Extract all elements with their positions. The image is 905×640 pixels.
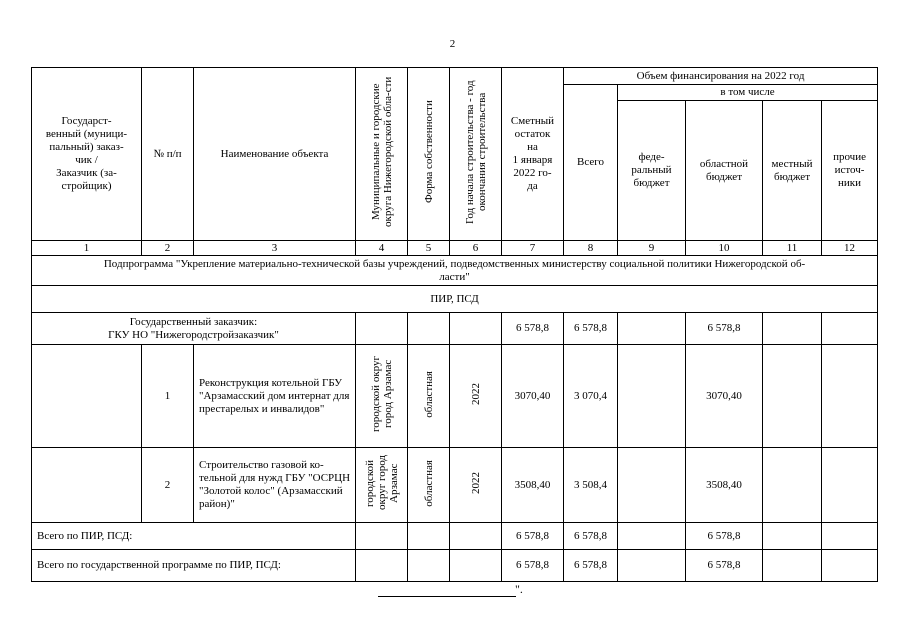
col-number: 1 bbox=[32, 241, 142, 256]
row-object-name: Строительство газовой ко-тельной для нужд ГБУ "ОСРЦН "Золотой колос" (Арзамасский район)" bbox=[194, 448, 356, 523]
row-estimate: 3070,40 bbox=[502, 345, 564, 448]
cell-empty bbox=[356, 313, 408, 345]
header-total: Всего bbox=[564, 85, 618, 241]
row-total: 3 070,4 bbox=[564, 345, 618, 448]
header-municipality: Муниципальные и городские округа Нижегородской обла-сти bbox=[369, 76, 394, 228]
section-title: ПИР, ПСД bbox=[32, 286, 878, 313]
cell-empty bbox=[822, 550, 878, 582]
row-municipality: городской округ город Арзамас bbox=[369, 355, 394, 433]
total-regional: 6 578,8 bbox=[686, 550, 763, 582]
cell-empty bbox=[450, 313, 502, 345]
header-estimate: Сметный остаток на 1 января 2022 го- да bbox=[502, 68, 564, 241]
total-estimate: 6 578,8 bbox=[502, 550, 564, 582]
col-number: 6 bbox=[450, 241, 502, 256]
cell-empty bbox=[450, 523, 502, 550]
row-other bbox=[822, 448, 878, 523]
cell-empty bbox=[618, 523, 686, 550]
total-label: Всего по ПИР, ПСД: bbox=[32, 523, 356, 550]
row-regional: 3070,40 bbox=[686, 345, 763, 448]
row-ownership: областная bbox=[422, 459, 435, 507]
row-local bbox=[763, 448, 822, 523]
row-municipality-cell bbox=[356, 345, 408, 448]
header-including: в том числе bbox=[618, 85, 878, 101]
col-number: 12 bbox=[822, 241, 878, 256]
customer-row bbox=[32, 313, 878, 345]
cell-empty bbox=[618, 550, 686, 582]
customer-label: Государственный заказчик: ГКУ НО "Нижегородстройзаказчик" bbox=[32, 313, 356, 345]
total-total: 6 578,8 bbox=[564, 550, 618, 582]
row-regional: 3508,40 bbox=[686, 448, 763, 523]
cell-empty bbox=[408, 550, 450, 582]
header-customer: Государст- венный (муници- пальный) заказ- чик / Заказчик (за- стройщик) bbox=[32, 68, 142, 241]
header-years: Год начала строительства - год окончания строительства bbox=[463, 80, 488, 224]
col-number: 9 bbox=[618, 241, 686, 256]
row-year: 2022 bbox=[469, 383, 482, 405]
header-regional: областной бюджет bbox=[686, 101, 763, 241]
row-num: 2 bbox=[142, 448, 194, 523]
closing-quote: ". bbox=[515, 582, 523, 596]
customer-total: 6 578,8 bbox=[564, 313, 618, 345]
row-total: 3 508,4 bbox=[564, 448, 618, 523]
cell-empty bbox=[408, 523, 450, 550]
total-label: Всего по государственной программе по ПИР, ПСД: bbox=[32, 550, 356, 582]
header-funding-group: Объем финансирования на 2022 год bbox=[564, 68, 878, 85]
customer-estimate: 6 578,8 bbox=[502, 313, 564, 345]
col-number: 8 bbox=[564, 241, 618, 256]
cell-empty bbox=[763, 313, 822, 345]
total-estimate: 6 578,8 bbox=[502, 523, 564, 550]
header-ownership-cell bbox=[408, 68, 450, 241]
col-number: 11 bbox=[763, 241, 822, 256]
total-row bbox=[32, 523, 878, 550]
header-ownership: Форма собственности bbox=[422, 100, 435, 204]
header-local: местный бюджет bbox=[763, 101, 822, 241]
row-estimate: 3508,40 bbox=[502, 448, 564, 523]
row-other bbox=[822, 345, 878, 448]
cell-empty bbox=[32, 448, 142, 523]
col-number: 2 bbox=[142, 241, 194, 256]
header-num: № п/п bbox=[142, 68, 194, 241]
cell-empty bbox=[763, 523, 822, 550]
table-row bbox=[32, 448, 878, 523]
signature-line bbox=[378, 596, 516, 597]
row-num: 1 bbox=[142, 345, 194, 448]
cell-empty bbox=[822, 523, 878, 550]
page-number: 2 bbox=[449, 38, 456, 50]
cell-empty bbox=[450, 550, 502, 582]
row-municipality: городской округ город Арзамас bbox=[363, 455, 400, 511]
cell-empty bbox=[356, 550, 408, 582]
customer-regional: 6 578,8 bbox=[686, 313, 763, 345]
header-years-cell bbox=[450, 68, 502, 241]
col-number: 3 bbox=[194, 241, 356, 256]
cell-empty bbox=[408, 313, 450, 345]
row-ownership-cell bbox=[408, 448, 450, 523]
row-federal bbox=[618, 448, 686, 523]
col-number: 5 bbox=[408, 241, 450, 256]
row-object-name: Реконструкция котельной ГБУ "Арзамасский дом интернат для престарелых и инвалидов" bbox=[194, 345, 356, 448]
col-number: 10 bbox=[686, 241, 763, 256]
cell-empty bbox=[356, 523, 408, 550]
total-regional: 6 578,8 bbox=[686, 523, 763, 550]
header-object-name: Наименование объекта bbox=[194, 68, 356, 241]
total-row bbox=[32, 550, 878, 582]
cell-empty bbox=[822, 313, 878, 345]
section-row bbox=[32, 286, 878, 313]
cell-empty bbox=[763, 550, 822, 582]
cell-empty bbox=[618, 313, 686, 345]
row-year-cell bbox=[450, 345, 502, 448]
table-row bbox=[32, 345, 878, 448]
cell-empty bbox=[32, 345, 142, 448]
row-federal bbox=[618, 345, 686, 448]
row-local bbox=[763, 345, 822, 448]
row-year: 2022 bbox=[469, 472, 482, 494]
header-federal: феде- ральный бюджет bbox=[618, 101, 686, 241]
header-other: прочие источ- ники bbox=[822, 101, 878, 241]
col-number: 7 bbox=[502, 241, 564, 256]
header-municipality-cell bbox=[356, 68, 408, 241]
row-ownership-cell bbox=[408, 345, 450, 448]
subprogram-row bbox=[32, 256, 878, 286]
row-municipality-cell bbox=[356, 448, 408, 523]
total-total: 6 578,8 bbox=[564, 523, 618, 550]
subprogram-title: Подпрограмма "Укрепление материально-технической базы учреждений, подведомственных министерству социальной политики Нижегородской об- ласти" bbox=[32, 256, 878, 286]
row-ownership: областная bbox=[422, 370, 435, 418]
row-year-cell bbox=[450, 448, 502, 523]
funding-table bbox=[31, 67, 878, 582]
column-number-row bbox=[32, 241, 878, 256]
col-number: 4 bbox=[356, 241, 408, 256]
header-row-1 bbox=[32, 68, 878, 85]
